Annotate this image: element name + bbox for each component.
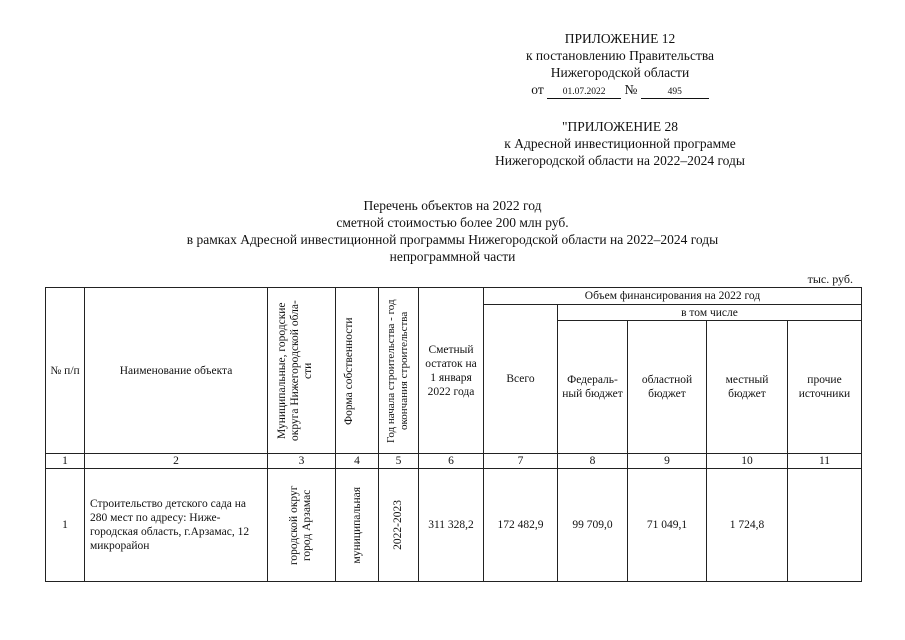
header-estimate: Сметный остаток на 1 января 2022 года [419,288,484,454]
row-local: 1 724,8 [707,469,788,582]
col-number: 11 [788,454,862,469]
objects-table [45,287,862,582]
appendix-number: 495 [641,87,709,99]
row-ownership: муниципальная [336,469,379,582]
appendix-date-line [470,81,770,99]
appendix-line2: к постановлению Правительства [525,48,715,63]
doc-title-line3: в рамках Адресной инвестиционной программы Нижегородской области на 2022–2024 годы [186,232,719,247]
row-num: 1 [46,469,85,582]
document-title [0,197,905,265]
header-years: Год начала строительства - год окончания строительства [379,288,419,454]
doc-title-line2: сметной стоимостью более 200 млн руб. [336,215,569,230]
appendix-line3: Нижегородской области [550,65,690,80]
row-other [788,469,862,582]
row-name: Строительство детского сада на 280 мест по адресу: Ниже-городская область, г.Арзамас, 12 микрорайон [85,469,268,582]
appendix-header [470,30,770,99]
row-regional: 71 049,1 [628,469,707,582]
appendix-date: 01.07.2022 [547,87,621,99]
header-local: местный бюджет [707,321,788,454]
header-regional: областной бюджет [628,321,707,454]
header-including: в том числе [558,305,862,321]
date-prefix: от [531,82,544,97]
row-estimate: 311 328,2 [419,469,484,582]
col-number: 5 [379,454,419,469]
col-number: 9 [628,454,707,469]
col-number: 10 [707,454,788,469]
col-number: 1 [46,454,85,469]
header-total: Всего [484,305,558,454]
table-row [46,469,862,582]
header-ownership: Форма собственности [336,288,379,454]
appendix-title: ПРИЛОЖЕНИЕ 12 [564,31,676,46]
doc-title-line1: Перечень объектов на 2022 год [363,198,542,213]
units-label: тыс. руб. [807,272,853,286]
col-number: 8 [558,454,628,469]
row-total: 172 482,9 [484,469,558,582]
col-number: 6 [419,454,484,469]
appendix2-line2: к Адресной инвестиционной программе [504,136,736,151]
column-numbers-row [46,454,862,469]
col-number: 4 [336,454,379,469]
header-other: прочие источники [788,321,862,454]
row-municipality: городской округ город Арзамас [268,469,336,582]
row-years: 2022-2023 [379,469,419,582]
header-federal: Федераль-ный бюджет [558,321,628,454]
col-number: 7 [484,454,558,469]
row-federal: 99 709,0 [558,469,628,582]
header-name: Наименование объекта [85,288,268,454]
appendix2-title: "ПРИЛОЖЕНИЕ 28 [561,119,679,134]
col-number: 2 [85,454,268,469]
appendix2-line3: Нижегородской области на 2022–2024 годы [495,153,745,168]
header-funding-group: Объем финансирования на 2022 год [484,288,862,305]
appendix2-header [470,118,770,169]
header-municipality: Муниципальные, городские округа Нижегородской обла-сти [268,288,336,454]
doc-title-line4: непрограммной части [389,249,516,264]
header-num: № п/п [46,288,85,454]
col-number: 3 [268,454,336,469]
number-prefix: № [624,82,638,97]
